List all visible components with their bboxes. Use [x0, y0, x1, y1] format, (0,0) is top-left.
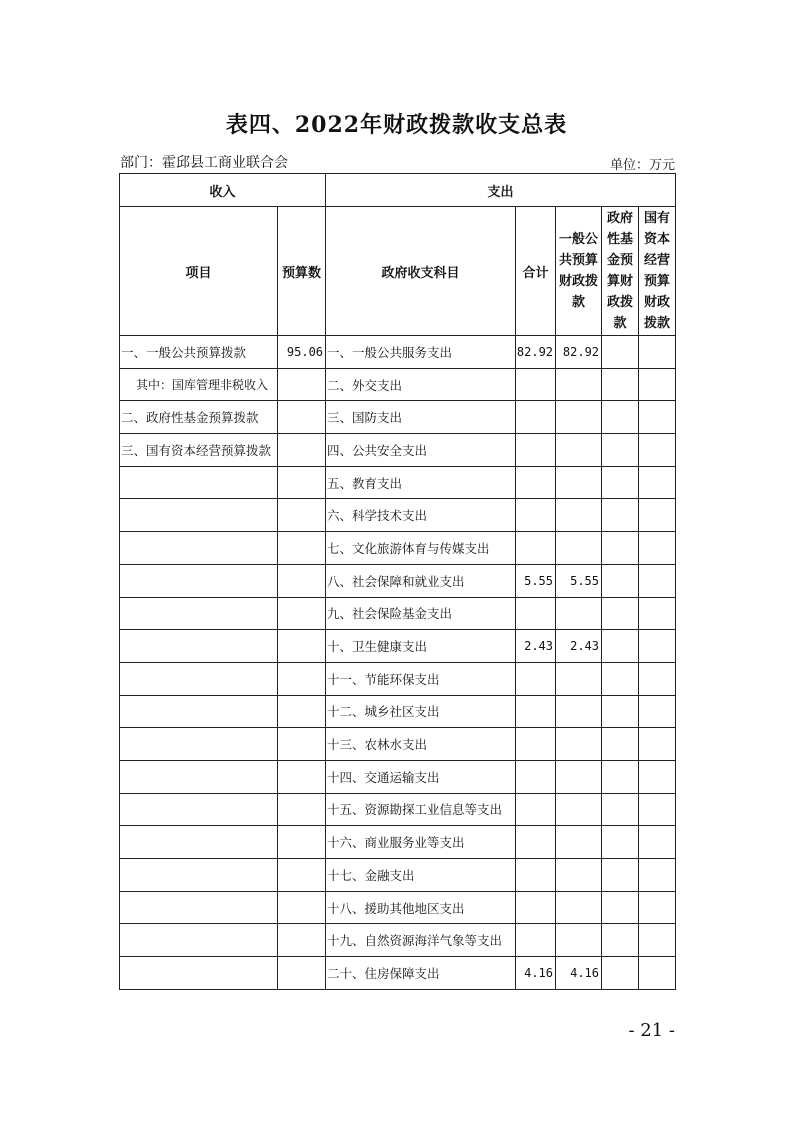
total-cell: 2.43 [516, 630, 556, 663]
expense-item-cell: 十七、金融支出 [326, 859, 516, 892]
general-budget-cell [556, 793, 602, 826]
table-row [120, 662, 676, 695]
general-budget-cell [556, 368, 602, 401]
general-budget-cell [556, 434, 602, 467]
table-row [120, 336, 676, 369]
income-item-cell [120, 859, 278, 892]
income-item-cell: 其中：国库管理非税收入 [120, 368, 278, 401]
total-header: 合计 [516, 207, 556, 336]
state-capital-cell [639, 499, 676, 532]
gov-fund-cell [602, 597, 639, 630]
state-capital-cell [639, 859, 676, 892]
general-budget-cell [556, 532, 602, 565]
total-cell: 5.55 [516, 564, 556, 597]
gov-fund-header: 政府性基金预算财政拨款 [602, 207, 639, 336]
general-budget-cell [556, 597, 602, 630]
income-header: 收入 [120, 174, 326, 207]
total-cell [516, 499, 556, 532]
table-row [120, 466, 676, 499]
income-item-cell [120, 564, 278, 597]
general-budget-cell [556, 695, 602, 728]
total-cell [516, 597, 556, 630]
item-header: 项目 [120, 207, 278, 336]
income-amount-cell [278, 793, 326, 826]
general-budget-cell [556, 499, 602, 532]
table-row [120, 434, 676, 467]
table-row [120, 499, 676, 532]
gov-fund-cell [602, 957, 639, 990]
income-item-cell [120, 924, 278, 957]
general-budget-cell [556, 760, 602, 793]
budget-header: 预算数 [278, 207, 326, 336]
gov-subject-header: 政府收支科目 [326, 207, 516, 336]
state-capital-cell [639, 532, 676, 565]
total-cell: 4.16 [516, 957, 556, 990]
table-row [120, 695, 676, 728]
income-item-cell [120, 466, 278, 499]
income-amount-cell [278, 826, 326, 859]
expense-item-cell: 十八、援助其他地区支出 [326, 891, 516, 924]
header-row-2 [120, 207, 676, 336]
expense-item-cell: 十五、资源勘探工业信息等支出 [326, 793, 516, 826]
income-item-cell [120, 532, 278, 565]
income-item-cell [120, 695, 278, 728]
gov-fund-cell [602, 662, 639, 695]
table-row [120, 532, 676, 565]
general-budget-cell [556, 728, 602, 761]
expense-item-cell: 十一、节能环保支出 [326, 662, 516, 695]
income-item-cell [120, 957, 278, 990]
general-budget-cell [556, 924, 602, 957]
gov-fund-cell [602, 499, 639, 532]
gov-fund-cell [602, 368, 639, 401]
gov-fund-cell [602, 891, 639, 924]
expense-item-cell: 五、教育支出 [326, 466, 516, 499]
total-cell [516, 695, 556, 728]
budget-table [119, 173, 676, 990]
gov-fund-cell [602, 728, 639, 761]
state-capital-cell [639, 466, 676, 499]
expense-item-cell: 一、一般公共服务支出 [326, 336, 516, 369]
table-row [120, 957, 676, 990]
income-amount-cell [278, 957, 326, 990]
income-item-cell [120, 662, 278, 695]
header-row-1 [120, 174, 676, 207]
gov-fund-cell [602, 760, 639, 793]
income-item-cell: 三、国有资本经营预算拨款 [120, 434, 278, 467]
table-row [120, 826, 676, 859]
state-capital-cell [639, 434, 676, 467]
gov-fund-cell [602, 564, 639, 597]
state-capital-cell [639, 728, 676, 761]
state-capital-cell [639, 924, 676, 957]
total-cell [516, 891, 556, 924]
total-cell [516, 662, 556, 695]
total-cell [516, 532, 556, 565]
income-item-cell [120, 728, 278, 761]
general-budget-cell: 4.16 [556, 957, 602, 990]
expense-item-cell: 十二、城乡社区支出 [326, 695, 516, 728]
unit-label: 单位：万元 [609, 158, 675, 173]
income-item-cell [120, 793, 278, 826]
expense-item-cell: 六、科学技术支出 [326, 499, 516, 532]
state-capital-cell [639, 826, 676, 859]
general-budget-cell [556, 466, 602, 499]
gov-fund-cell [602, 630, 639, 663]
gov-fund-cell [602, 434, 639, 467]
state-capital-cell [639, 760, 676, 793]
expense-item-cell: 十六、商业服务业等支出 [326, 826, 516, 859]
income-amount-cell [278, 760, 326, 793]
income-amount-cell [278, 368, 326, 401]
table-row [120, 891, 676, 924]
general-budget-cell: 2.43 [556, 630, 602, 663]
income-amount-cell [278, 466, 326, 499]
total-cell [516, 924, 556, 957]
page-title: 表四、2022年财政拨款收支总表 [225, 112, 568, 138]
total-cell [516, 466, 556, 499]
income-item-cell [120, 891, 278, 924]
gov-fund-cell [602, 695, 639, 728]
income-amount-cell [278, 434, 326, 467]
state-capital-cell [639, 597, 676, 630]
state-capital-cell [639, 891, 676, 924]
expense-item-cell: 二十、住房保障支出 [326, 957, 516, 990]
income-item-cell [120, 597, 278, 630]
table-row [120, 760, 676, 793]
table-row [120, 401, 676, 434]
income-amount-cell [278, 401, 326, 434]
general-budget-cell: 82.92 [556, 336, 602, 369]
income-item-cell [120, 826, 278, 859]
general-budget-cell [556, 826, 602, 859]
income-amount-cell [278, 532, 326, 565]
income-amount-cell [278, 662, 326, 695]
gov-fund-cell [602, 793, 639, 826]
total-cell [516, 368, 556, 401]
income-amount-cell [278, 924, 326, 957]
general-budget-cell [556, 401, 602, 434]
gov-fund-cell [602, 532, 639, 565]
income-amount-cell [278, 499, 326, 532]
total-cell [516, 826, 556, 859]
state-capital-cell [639, 564, 676, 597]
state-capital-cell [639, 630, 676, 663]
general-budget-header: 一般公共预算财政拨款 [556, 207, 602, 336]
expense-item-cell: 八、社会保障和就业支出 [326, 564, 516, 597]
expense-item-cell: 十四、交通运输支出 [326, 760, 516, 793]
general-budget-cell [556, 891, 602, 924]
expense-item-cell: 四、公共安全支出 [326, 434, 516, 467]
state-capital-cell [639, 401, 676, 434]
state-capital-header: 国有资本经营预算财政拨款 [639, 207, 676, 336]
total-cell [516, 793, 556, 826]
expense-item-cell: 十、卫生健康支出 [326, 630, 516, 663]
table-row [120, 630, 676, 663]
general-budget-cell: 5.55 [556, 564, 602, 597]
general-budget-cell [556, 662, 602, 695]
gov-fund-cell [602, 401, 639, 434]
expense-item-cell: 十三、农林水支出 [326, 728, 516, 761]
total-cell [516, 760, 556, 793]
expense-header: 支出 [326, 174, 676, 207]
total-cell [516, 434, 556, 467]
income-amount-cell [278, 597, 326, 630]
table-row [120, 924, 676, 957]
table-row [120, 859, 676, 892]
total-cell [516, 728, 556, 761]
table-row [120, 564, 676, 597]
income-amount-cell [278, 891, 326, 924]
total-cell: 82.92 [516, 336, 556, 369]
expense-item-cell: 十九、自然资源海洋气象等支出 [326, 924, 516, 957]
income-amount-cell [278, 695, 326, 728]
state-capital-cell [639, 695, 676, 728]
gov-fund-cell [602, 466, 639, 499]
income-amount-cell [278, 564, 326, 597]
state-capital-cell [639, 336, 676, 369]
expense-item-cell: 三、国防支出 [326, 401, 516, 434]
total-cell [516, 859, 556, 892]
table-row [120, 728, 676, 761]
department-label: 部门：霍邱县工商业联合会 [120, 155, 288, 171]
table-row [120, 597, 676, 630]
income-item-cell: 一、一般公共预算拨款 [120, 336, 278, 369]
income-item-cell: 二、政府性基金预算拨款 [120, 401, 278, 434]
gov-fund-cell [602, 924, 639, 957]
gov-fund-cell [602, 826, 639, 859]
gov-fund-cell [602, 336, 639, 369]
state-capital-cell [639, 662, 676, 695]
total-cell [516, 401, 556, 434]
general-budget-cell [556, 859, 602, 892]
income-item-cell [120, 630, 278, 663]
page-number: - 21 - [628, 1020, 675, 1041]
state-capital-cell [639, 957, 676, 990]
gov-fund-cell [602, 859, 639, 892]
income-amount-cell [278, 859, 326, 892]
income-item-cell [120, 499, 278, 532]
table-row [120, 793, 676, 826]
expense-item-cell: 七、文化旅游体育与传媒支出 [326, 532, 516, 565]
table-row [120, 368, 676, 401]
income-item-cell [120, 760, 278, 793]
expense-item-cell: 二、外交支出 [326, 368, 516, 401]
income-amount-cell: 95.06 [278, 336, 326, 369]
income-amount-cell [278, 728, 326, 761]
state-capital-cell [639, 368, 676, 401]
income-amount-cell [278, 630, 326, 663]
state-capital-cell [639, 793, 676, 826]
expense-item-cell: 九、社会保险基金支出 [326, 597, 516, 630]
